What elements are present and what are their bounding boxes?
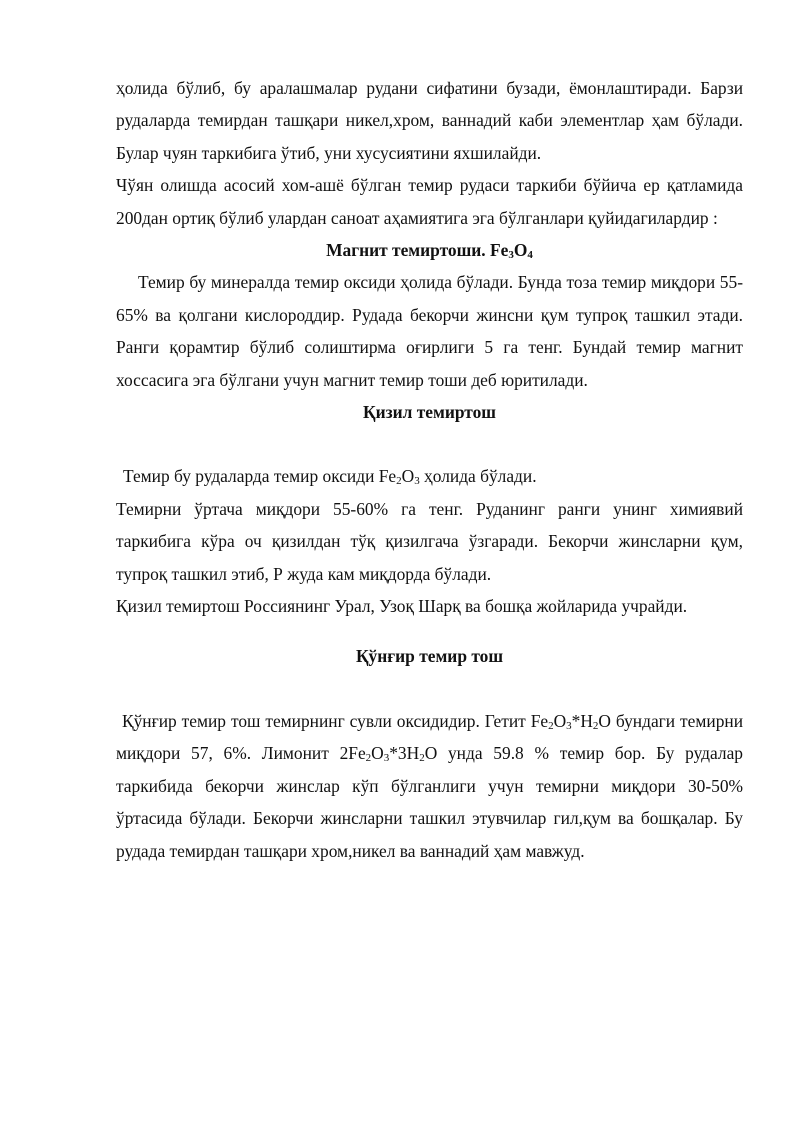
paragraph-brown-ore: Қўнғир темир тош темирнинг сувли оксидидир. Гетит $Fe_2O_3*H_2O$ бундаги темирни миқдори 57, 6%. Лимонит $2Fe_2O_3*3H_2O$ унда 59.8 % темир бор. Бу рудалар таркибида бекорчи жинслар кўп бўлганлиги учун темирни миқдори 30-50% ўртасида бўлади. Бекорчи жинсларни ташкил этувчилар гил,қум ва бошқалар. Бу рудада темирдан ташқари хром,никел ва ваннадий ҳам мавжуд.	[116, 710, 744, 861]
paragraph-hematite-formula: Темир бу рудаларда темир оксиди $Fe_2O_3$ ҳолида бўлади.	[123, 466, 537, 488]
heading-hematite: Қизил темиртош	[362, 402, 496, 423]
paragraph-magnetite: Темир бу минералда темир оксиди ҳолида бўлади. Бунда тоза темир миқдори 55-65% ва қолгани кислороддир. Рудада бекорчи жинсни қум тупроқ ташкил этади. Ранги қорамтир бўлиб солиштирма оғирлиги 5 га тенг. Бундай темир магнит хоссасига эга бўлгани учун магнит темир тоши деб юритилади.	[116, 272, 743, 390]
heading-magnetite: Магнит темиртоши. $Fe_3O_4$	[326, 240, 533, 262]
spacer	[116, 623, 743, 640]
paragraph-hematite-location: Қизил темиртош Россиянинг Урал, Узоқ Шарқ ва бошқа жойларида учрайди.	[116, 596, 688, 617]
paragraph-intro: ҳолида бўлиб, бу аралашмалар рудани сифатини бузади, ёмонлаштиради. Барзи рудаларда темирдан ташқари никел,хром, ваннадий каби элементлар ҳам бўлади. Булар чуян таркибига ўтиб, уни хусусиятини яхшилайди.	[116, 78, 743, 163]
spacer	[116, 672, 743, 705]
paragraph-hematite-content: Темирни ўртача миқдори 55-60% га тенг. Руданинг ранги унинг химиявий таркибига кўра оч қизилдан тўқ қизилгача ўзгаради. Бекорчи жинсларни қум, тупроқ ташкил этиб, Р жуда кам миқдорда бўлади.	[116, 498, 743, 584]
heading-brown-ore: Қўнғир темир тош	[355, 645, 504, 666]
paragraph-ore-overview: Чўян олишда асосий хом-ашё бўлган темир рудаси таркиби бўйича ер қатламида 200дан ортиқ бўлиб улардан саноат аҳамиятига эга бўлганлари қуйидагилардир :	[116, 175, 743, 228]
spacer	[116, 428, 743, 460]
document-page	[116, 72, 743, 867]
